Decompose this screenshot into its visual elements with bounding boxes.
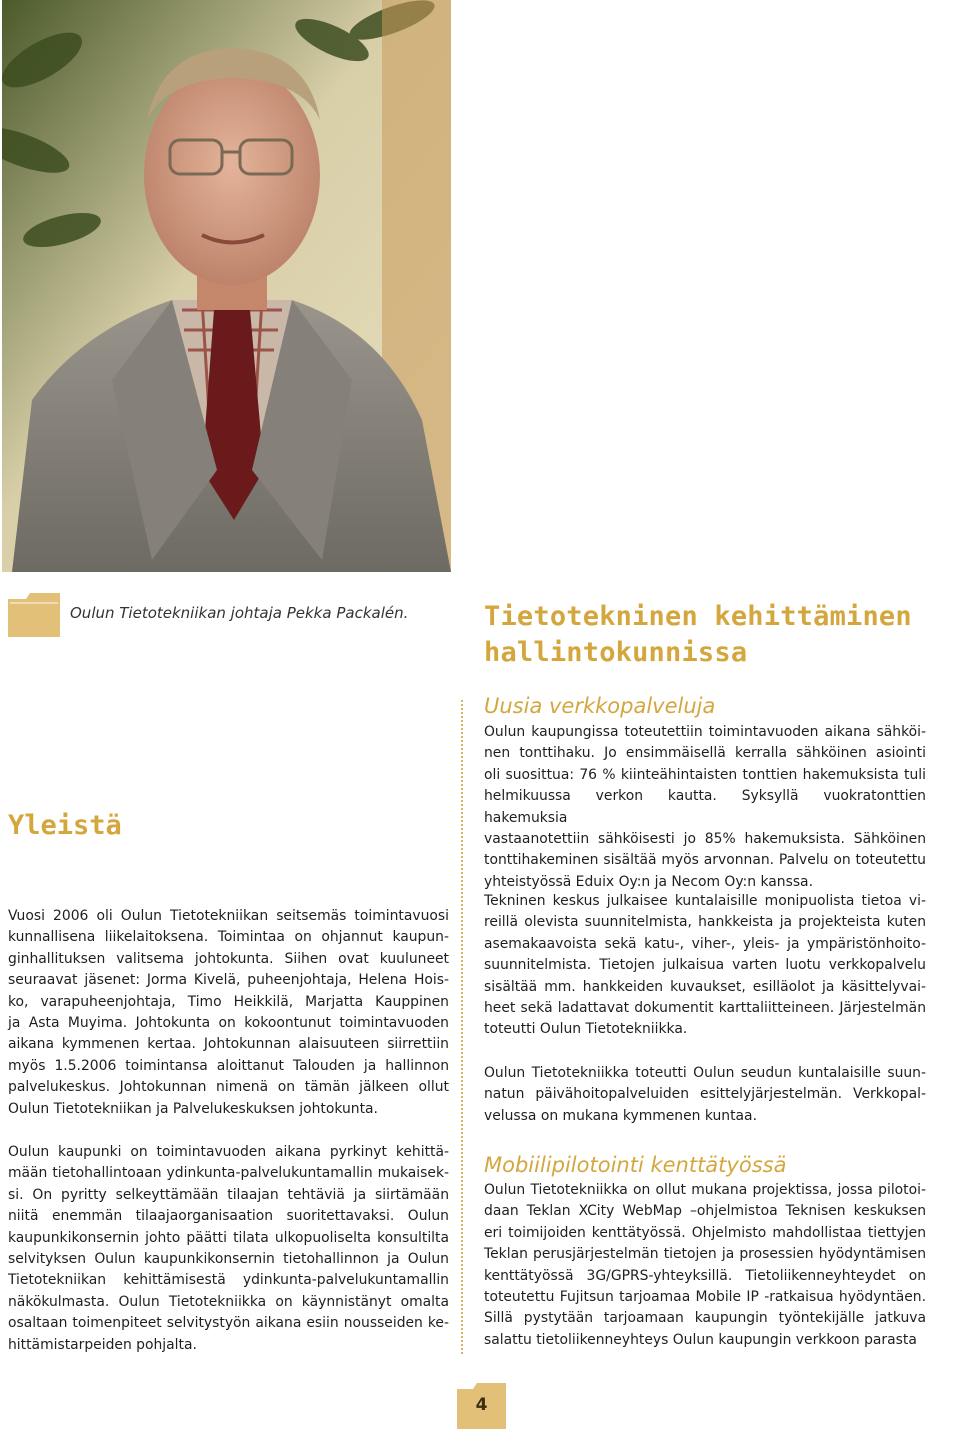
text-line: si. On pyritty selkeyttämään tilaajan tehtäviä ja siirtämään: [8, 1186, 449, 1203]
portrait-photo: [2, 0, 451, 572]
text-line: mään tietohallintoaan ydinkunta-palvelukuntamallin mukaisek-: [8, 1165, 449, 1182]
right-paragraph-1: [484, 722, 926, 893]
text-line: Oulun Tietotekniikka on ollut mukana projektissa, jossa pilotoi-: [484, 1182, 926, 1198]
section-heading-yleista: Yleistä: [8, 810, 122, 841]
text-line: tonttihakeminen sisältää myös arvonnan. Palvelu on toteutettu: [484, 852, 926, 869]
text-line: yhteistyössä Eduix Oy:n ja Necom Oy:n kanssa.: [484, 873, 813, 890]
text-line: Sillä pystytään tarjoamaan kaupungin työntekijälle jatkuva: [484, 1310, 926, 1327]
text-line: suunnitelmista. Tietojen julkaisua varten luotu verkkopalvelu: [484, 957, 926, 974]
text-line: Teklan perusjärjestelmän tietojen ja prosessien hyödyntämisen: [484, 1246, 926, 1263]
text-line: Oulun kaupungissa toteutettiin toimintavuoden aikana sähköi-: [484, 724, 926, 740]
text-line: aikana kymmenen kertaa. Johtokunnan alaisuuteen siirrettiin: [8, 1036, 449, 1053]
text-line: kunnallisena liikelaitoksena. Toimintaa on ohjannut kaupun-: [8, 929, 449, 946]
right-paragraph-2: [484, 891, 926, 1041]
text-line: toteutettu Fujitsun tarjoamaa Mobile IP -ratkaisua hyödyntäen.: [484, 1289, 926, 1306]
portrait-illustration: [2, 0, 451, 572]
text-line: hittämistarpeiden pohjalta.: [8, 1336, 197, 1353]
text-line: asemakaavoista sekä katu-, viher-, yleis- ja ympäristönhoito-: [484, 935, 926, 952]
text-line: myös 1.5.2006 toimintansa aloittanut Talouden ja hallinnon: [8, 1057, 449, 1074]
page-title-line: Tietotekninen kehittäminen: [484, 601, 912, 632]
text-line: sisältää mm. hankkeiden kuvaukset, esilläolot ja käsittelyvai-: [484, 978, 926, 995]
text-line: eri toimijoiden kenttätyössä. Ohjelmisto mahdollistaa tiettyjen: [484, 1224, 926, 1241]
text-line: osaltaan toimenpiteet selvitystyön aikana esiin nousseiden ke-: [8, 1315, 449, 1332]
text-line: ginhallituksen valitsema johtokunta. Siihen ovat kuuluneet: [8, 950, 449, 967]
text-line: Oulun Tietotekniikan ja Palvelukeskuksen johtokunta.: [8, 1100, 378, 1117]
text-line: Vuosi 2006 oli Oulun Tietotekniikan seitsemäs toimintavuosi: [8, 908, 449, 924]
text-line: velussa on mukana kymmenen kuntaa.: [484, 1107, 757, 1124]
text-line: selvityksen Oulun kaupunkikonsernin tietohallinnon ja Oulun: [8, 1251, 449, 1268]
column-divider: [461, 700, 463, 1354]
text-line: daan Teklan XCity WebMap –ohjelmistoa Teknisen keskuksen: [484, 1203, 926, 1220]
page-title: [484, 599, 944, 671]
text-line: heet sekä ladattavat dokumentit karttaliitteineen. Järjestelmän: [484, 1000, 926, 1017]
right-paragraph-4: [484, 1180, 926, 1351]
text-line: Oulun Tietotekniikka toteutti Oulun seudun kuntalaisille suun-: [484, 1065, 926, 1081]
text-line: ko, varapuheenjohtaja, Timo Heikkilä, Marjatta Kauppinen: [8, 993, 449, 1010]
text-line: palvelukeskus. Johtokunnan nimenä on tämän jälkeen ollut: [8, 1079, 449, 1096]
text-line: helmikuussa verkon kautta. Syksyllä vuokratonttien hakemuksia: [484, 788, 926, 826]
text-line: natun päivähoitopalveluiden esittelyjärjestelmän. Verkkopal-: [484, 1086, 926, 1103]
text-line: Tietotekniikan kehittämisestä ydinkunta-palvelukuntamallin: [8, 1272, 449, 1289]
text-line: nen tonttihaku. Jo ensimmäisellä kerralla sähköinen asiointi: [484, 745, 926, 762]
text-line: oli suosittua: 76 % kiinteähintaisten tonttien hakemuksista tuli: [484, 766, 926, 783]
text-line: Tekninen keskus julkaisee kuntalaisille monipuolista tietoa vi-: [484, 893, 926, 909]
subheading-mobiilipilotointi: Mobiilipilotointi kenttätyössä: [484, 1153, 787, 1177]
text-line: kenttätyössä 3G/GPRS-yhteyksillä. Tietoliikenneyhteydet on: [484, 1267, 926, 1284]
text-line: reillä olevista suunnitelmista, hankkeista ja projekteista kuten: [484, 914, 926, 931]
right-paragraph-3: [484, 1063, 926, 1127]
text-line: vastaanotettiin sähköisesti jo 85% hakemuksista. Sähköinen: [484, 831, 926, 848]
text-line: seuraavat jäsenet: Jorma Kivelä, puheenjohtaja, Helena Hois-: [8, 972, 449, 989]
folder-icon: [8, 593, 60, 641]
text-line: Oulun kaupunki on toimintavuoden aikana pyrkinyt kehittä-: [8, 1144, 449, 1160]
text-line: salattu tietoliikenneyhteys Oulun kaupungin verkkoon parasta: [484, 1331, 917, 1348]
left-paragraph-1: [8, 906, 449, 1120]
page-title-line: hallintokunnissa: [484, 637, 748, 668]
text-line: näkökulmasta. Oulun Tietotekniikka on käynnistänyt omalta: [8, 1293, 449, 1310]
photo-caption: Oulun Tietotekniikan johtaja Pekka Packalén.: [70, 604, 409, 622]
text-line: niitä enemmän tilaajaorganisaation suoritettavaksi. Oulun: [8, 1208, 449, 1225]
text-line: kaupunkikonsernin johto päätti tilata ulkopuoliselta konsultilta: [8, 1229, 449, 1246]
subheading-uusia-verkkopalveluja: Uusia verkkopalveluja: [484, 694, 716, 718]
left-paragraph-2: [8, 1142, 449, 1356]
text-line: toteutti Oulun Tietotekniikka.: [484, 1021, 688, 1038]
text-line: ja Asta Muyima. Johtokunta on kokoontunut toimintavuoden: [8, 1015, 449, 1032]
page-number: 4: [475, 1395, 488, 1415]
